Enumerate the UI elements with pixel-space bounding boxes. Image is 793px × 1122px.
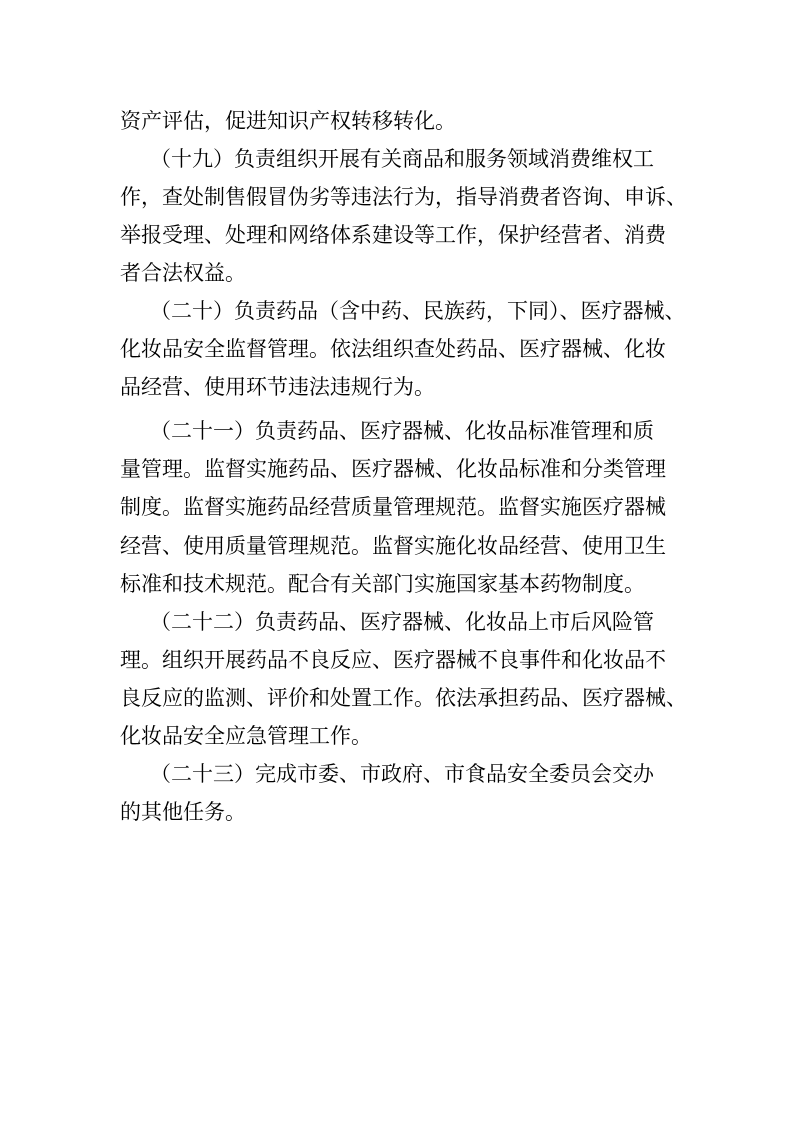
text-line: （二十一）负责药品、医疗器械、化妆品标准管理和质 — [150, 419, 654, 443]
text-line: 化妆品安全应急管理工作。 — [120, 724, 372, 748]
text-line: 品经营、使用环节违法违规行为。 — [120, 375, 435, 399]
text-line: （二十三）完成市委、市政府、市食品安全委员会交办 — [150, 762, 654, 786]
text-line: 量管理。监督实施药品、医疗器械、化妆品标准和分类管理 — [120, 457, 666, 481]
text-line: （十九）负责组织开展有关商品和服务领域消费维权工 — [150, 147, 654, 171]
text-line: （二十二）负责药品、医疗器械、化妆品上市后风险管 — [150, 610, 654, 634]
text-line: 化妆品安全监督管理。依法组织查处药品、医疗器械、化妆 — [120, 337, 666, 361]
text-line: 良反应的监测、评价和处置工作。依法承担药品、医疗器械、 — [120, 686, 687, 710]
text-line: 制度。监督实施药品经营质量管理规范。监督实施医疗器械 — [120, 495, 666, 519]
text-line: 者合法权益。 — [120, 261, 246, 285]
text-line: 资产评估，促进知识产权转移转化。 — [120, 109, 456, 133]
text-line: 经营、使用质量管理规范。监督实施化妆品经营、使用卫生 — [120, 534, 666, 558]
text-line: 标准和技术规范。配合有关部门实施国家基本药物制度。 — [120, 572, 645, 596]
text-line: 举报受理、处理和网络体系建设等工作，保护经营者、消费 — [120, 223, 666, 247]
text-line: （二十）负责药品（含中药、民族药，下同）、医疗器械、 — [150, 299, 686, 323]
text-line: 理。组织开展药品不良反应、医疗器械不良事件和化妆品不 — [120, 648, 666, 672]
text-line: 的其他任务。 — [120, 800, 246, 824]
text-line: 作，查处制售假冒伪劣等违法行为，指导消费者咨询、申诉、 — [120, 185, 687, 209]
